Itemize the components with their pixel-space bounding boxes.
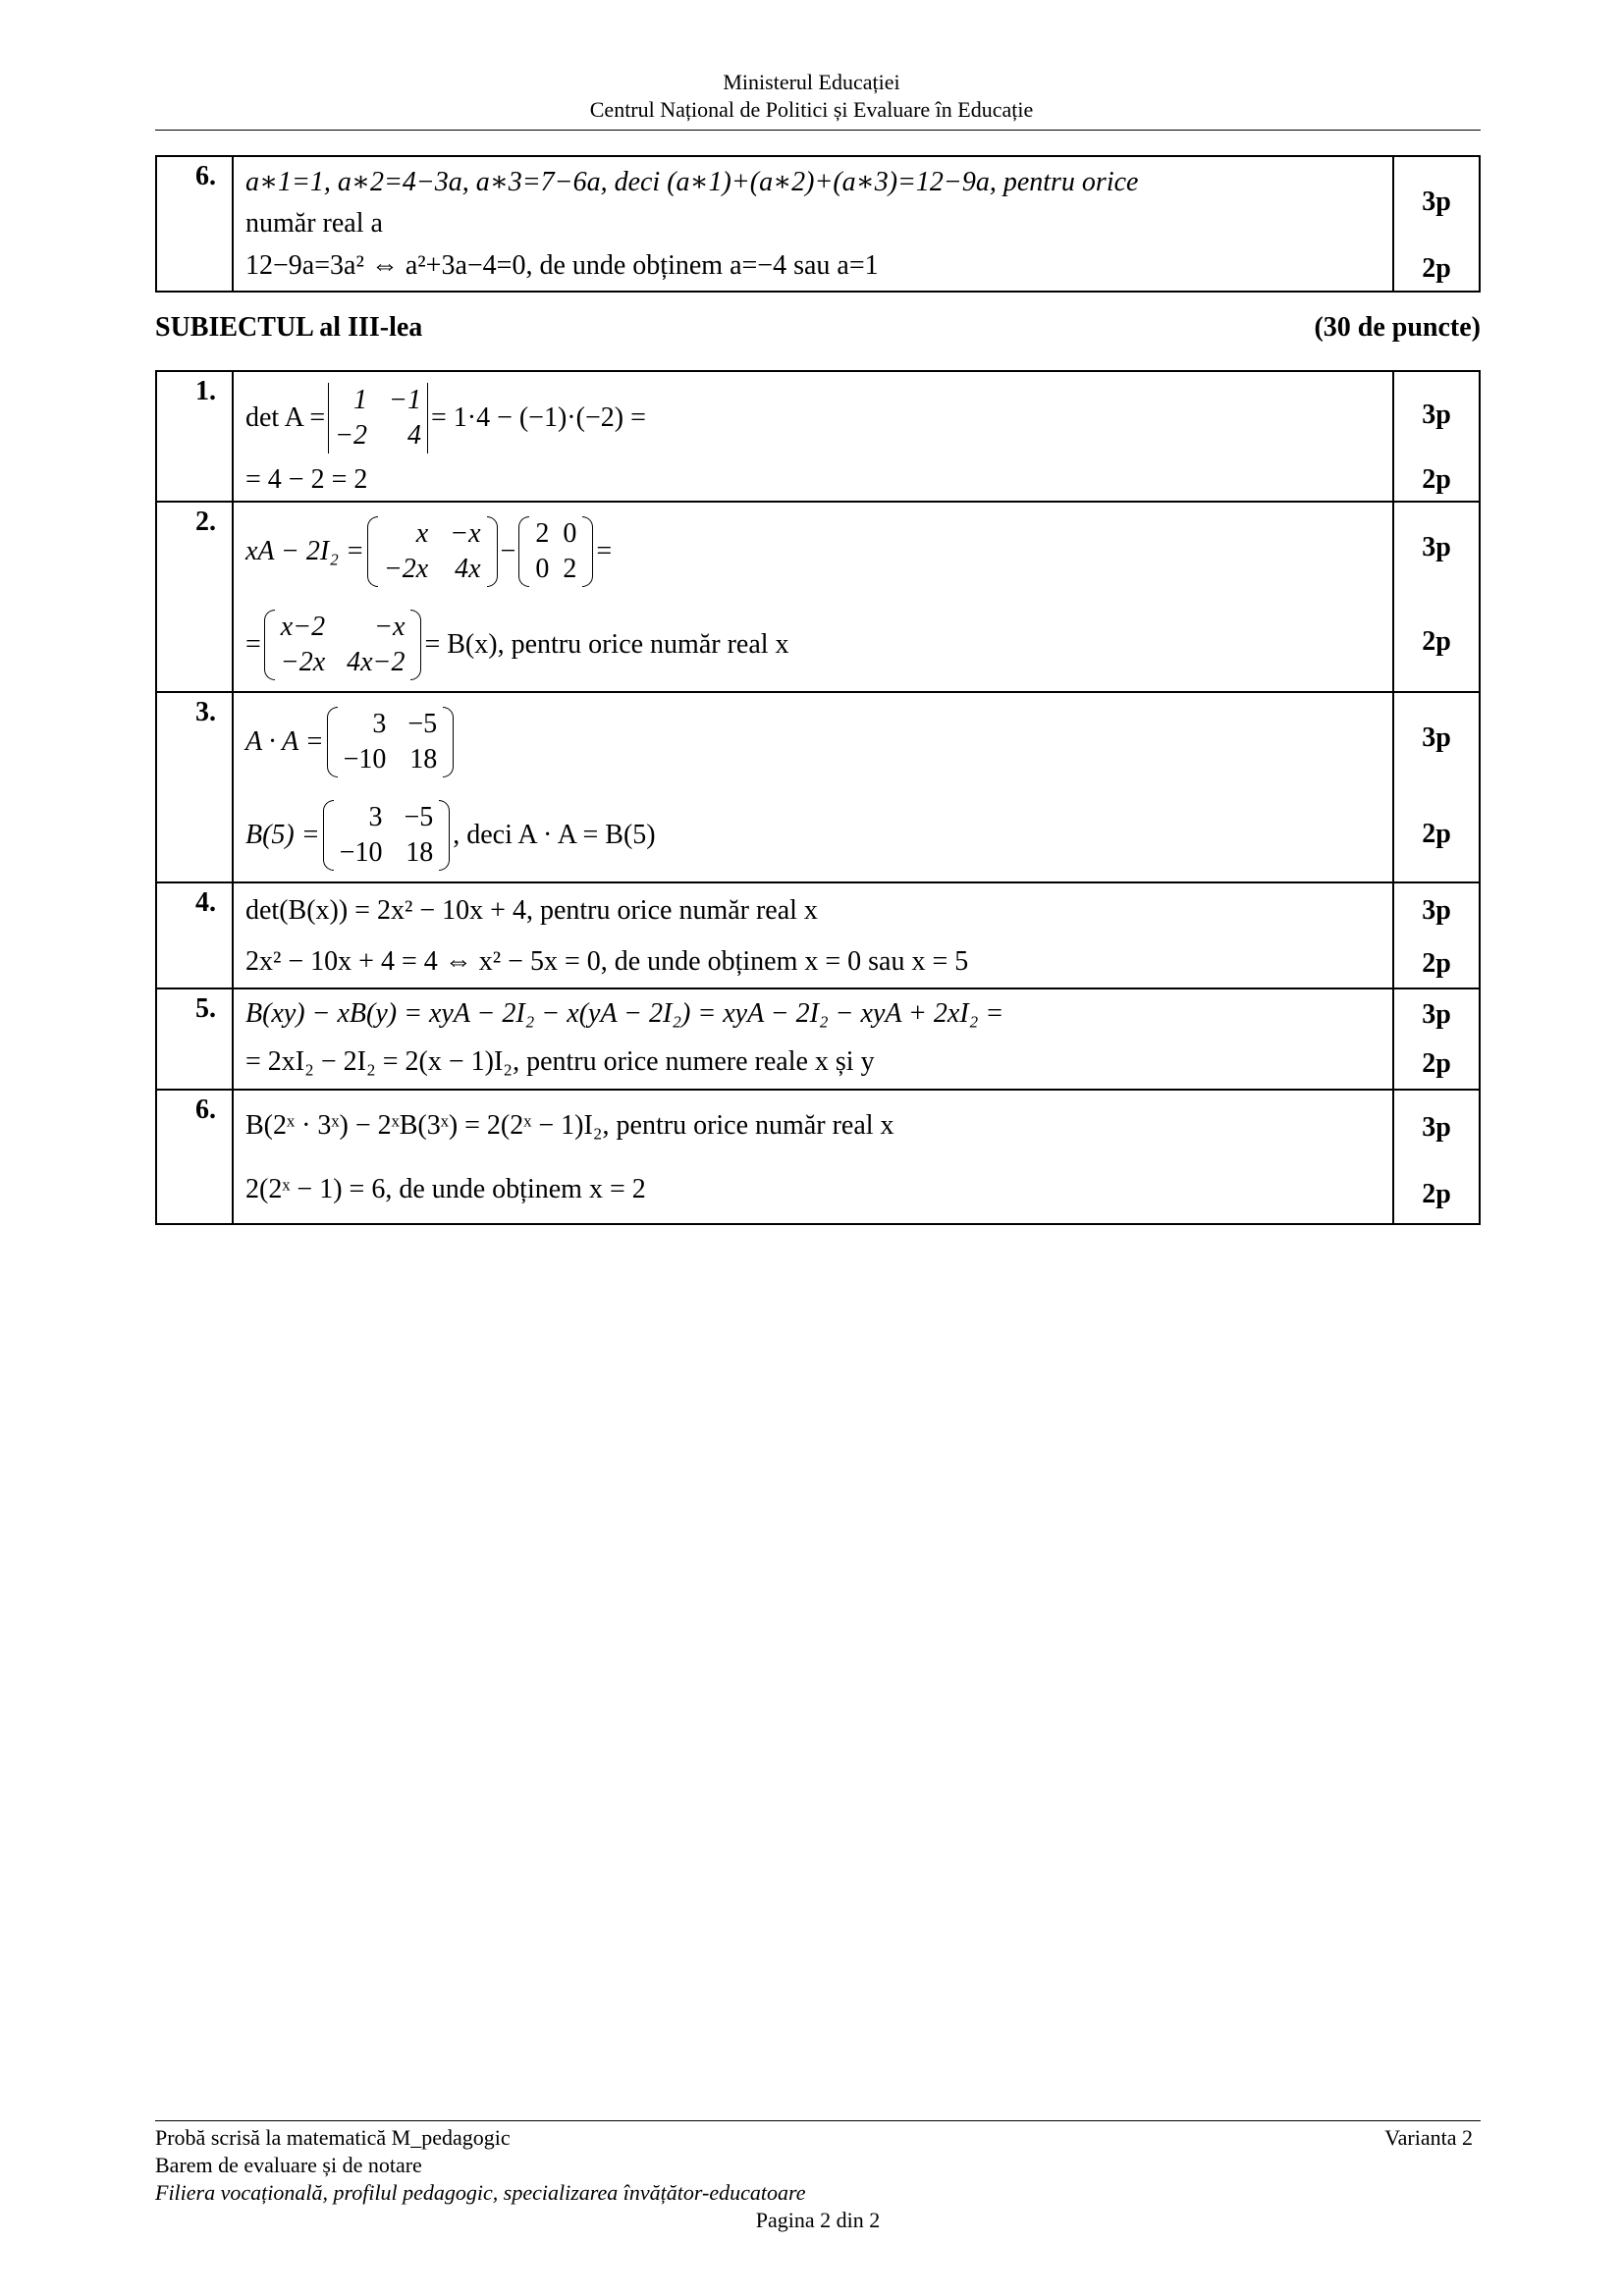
solution-line: 2(2ˣ − 1) = 6, de unde obținem x = 2: [245, 1174, 646, 1204]
points-value: 2p: [1422, 253, 1451, 284]
page-number: Pagina 2 din 2: [755, 2208, 881, 2232]
item-solution: [233, 156, 1393, 292]
ministry-name: Ministerul Educației: [723, 70, 900, 94]
section-title: [155, 312, 1481, 344]
solution-line: număr real a: [245, 208, 383, 239]
item-number: 4.: [156, 882, 233, 988]
expression-text: xA − 2I₂ =: [245, 536, 364, 566]
solution-line: [245, 789, 1392, 881]
item-solution: [233, 692, 1393, 882]
item-solution: [233, 502, 1393, 692]
points-cell: [1393, 371, 1480, 502]
matrix-cell: 1: [353, 385, 368, 415]
matrix-cell: 3: [372, 709, 387, 739]
matrix-cell: −10: [339, 837, 383, 868]
item-solution: [233, 882, 1393, 988]
expression-text: B(5) =: [245, 820, 320, 850]
section-points: (30 de puncte): [1314, 312, 1481, 343]
subject-ii-table: [155, 155, 1481, 293]
footer-exam: Probă scrisă la matematică M_pedagogic: [155, 2125, 511, 2150]
solution-line: 2x² − 10x + 4 = 4 ⇔ x² − 5x = 0, de unde obținem x = 0 sau x = 5: [245, 946, 969, 977]
solution-line: [245, 372, 1392, 460]
table-row: [156, 371, 1480, 502]
subject-iii-table: [155, 370, 1481, 1225]
points-value: 3p: [1422, 1112, 1451, 1143]
solution-line: = 2xI₂ − 2I₂ = 2(x − 1)I₂, pentru orice numere reale x și y: [245, 1046, 875, 1077]
matrix-cell: −2: [335, 420, 368, 451]
page-header: [0, 69, 1623, 124]
solution-line: B(xy) − xB(y) = xyA − 2I₂ − x(yA − 2I₂) = xyA − 2I₂ − xyA + 2xI₂ =: [245, 998, 1004, 1029]
matrix-cell: −5: [407, 709, 438, 739]
expression-text: = 1·4 − (−1)·(−2) =: [430, 402, 646, 433]
points-cell: [1393, 156, 1480, 292]
points-value: 2p: [1422, 948, 1451, 979]
footer-variant: Varianta 2: [1384, 2125, 1473, 2150]
points-cell: [1393, 882, 1480, 988]
item-solution: [233, 1090, 1393, 1224]
item-solution: [233, 371, 1393, 502]
expression-text: =: [245, 629, 261, 660]
expression-text: det A =: [245, 402, 326, 433]
points-value: 3p: [1422, 999, 1451, 1030]
matrix-cell: 2: [563, 554, 577, 584]
matrix-cell: 4x: [455, 554, 481, 584]
points-cell: [1393, 692, 1480, 882]
matrix-cell: 18: [409, 744, 438, 774]
points-cell: [1393, 1090, 1480, 1224]
item-number: 2.: [156, 502, 233, 692]
expression-text: = B(x), pentru orice număr real x: [424, 629, 789, 660]
matrix-cell: −10: [343, 744, 387, 774]
matrix-cell: 0: [563, 518, 577, 549]
matrix-cell: 0: [535, 554, 550, 584]
center-name: Centrul Național de Politici și Evaluare în Educație: [589, 97, 1034, 122]
points-value: 2p: [1422, 1048, 1451, 1079]
points-value: 2p: [1422, 1179, 1451, 1209]
solution-line: = 4 − 2 = 2: [245, 464, 368, 495]
matrix-cell: 4: [406, 420, 421, 451]
points-cell: [1393, 502, 1480, 692]
header-divider: [155, 130, 1481, 131]
matrix: [518, 516, 593, 587]
solution-line: det(B(x)) = 2x² − 10x + 4, pentru orice număr real x: [245, 895, 818, 926]
table-row: [156, 882, 1480, 988]
matrix-cell: −5: [404, 802, 434, 832]
points-cell: [1393, 988, 1480, 1090]
table-row: [156, 988, 1480, 1090]
matrix-cell: 3: [368, 802, 383, 832]
matrix-cell: −2x: [280, 647, 326, 677]
item-number: 6.: [156, 156, 233, 292]
points-value: 2p: [1422, 464, 1451, 495]
item-solution: [233, 988, 1393, 1090]
item-number: 1.: [156, 371, 233, 502]
table-row: [156, 1090, 1480, 1224]
table-row: [156, 156, 1480, 292]
points-value: 2p: [1422, 819, 1451, 849]
matrix-cell: 2: [535, 518, 550, 549]
footer-track: Filiera vocațională, profilul pedagogic, specializarea învățător-educatoare: [155, 2180, 806, 2205]
matrix-cell: −x: [374, 612, 406, 642]
table-row: [156, 692, 1480, 882]
matrix-cell: −1: [389, 385, 421, 415]
item-number: 5.: [156, 988, 233, 1090]
points-value: 2p: [1422, 626, 1451, 657]
points-value: 3p: [1422, 532, 1451, 562]
footer-divider: [155, 2120, 1481, 2121]
section-heading: SUBIECTUL al III-lea: [155, 312, 423, 343]
table-row: [156, 502, 1480, 692]
points-value: 3p: [1422, 722, 1451, 753]
matrix-cell: 4x−2: [347, 647, 406, 677]
points-value: 3p: [1422, 400, 1451, 430]
matrix-cell: −x: [450, 518, 481, 549]
determinant: [328, 383, 428, 454]
expression-text: A · A =: [245, 726, 324, 757]
solution-line: a∗1=1, a∗2=4−3a, a∗3=7−6a, deci (a∗1)+(a∗2)+(a∗3)=12−9a, pentru orice: [245, 167, 1139, 197]
solution-line: 12−9a=3a² ⇔ a²+3a−4=0, de unde obținem a=−4 sau a=1: [245, 250, 879, 281]
item-number: 3.: [156, 692, 233, 882]
points-value: 3p: [1422, 187, 1451, 217]
matrix: [367, 516, 498, 587]
expression-text: , deci A · A = B(5): [453, 820, 656, 850]
matrix: [323, 800, 451, 871]
footer-scale: Barem de evaluare și de notare: [155, 2153, 422, 2177]
matrix-cell: x−2: [280, 612, 326, 642]
solution-line: xA − 2I₂ = x −x −2x 4x − 2 0 0 2 =: [245, 503, 1392, 599]
matrix-cell: 18: [406, 837, 434, 868]
points-value: 3p: [1422, 895, 1451, 926]
matrix: [264, 610, 422, 680]
solution-line: [245, 693, 1392, 789]
page-footer: [155, 2124, 1481, 2234]
matrix: [327, 707, 455, 777]
item-number: 6.: [156, 1090, 233, 1224]
solution-line: [245, 599, 1392, 691]
matrix-cell: −2x: [383, 554, 429, 584]
solution-line: B(2ˣ · 3ˣ) − 2ˣB(3ˣ) = 2(2ˣ − 1)I₂, pentru orice număr real x: [245, 1110, 894, 1141]
matrix-cell: x: [415, 518, 429, 549]
